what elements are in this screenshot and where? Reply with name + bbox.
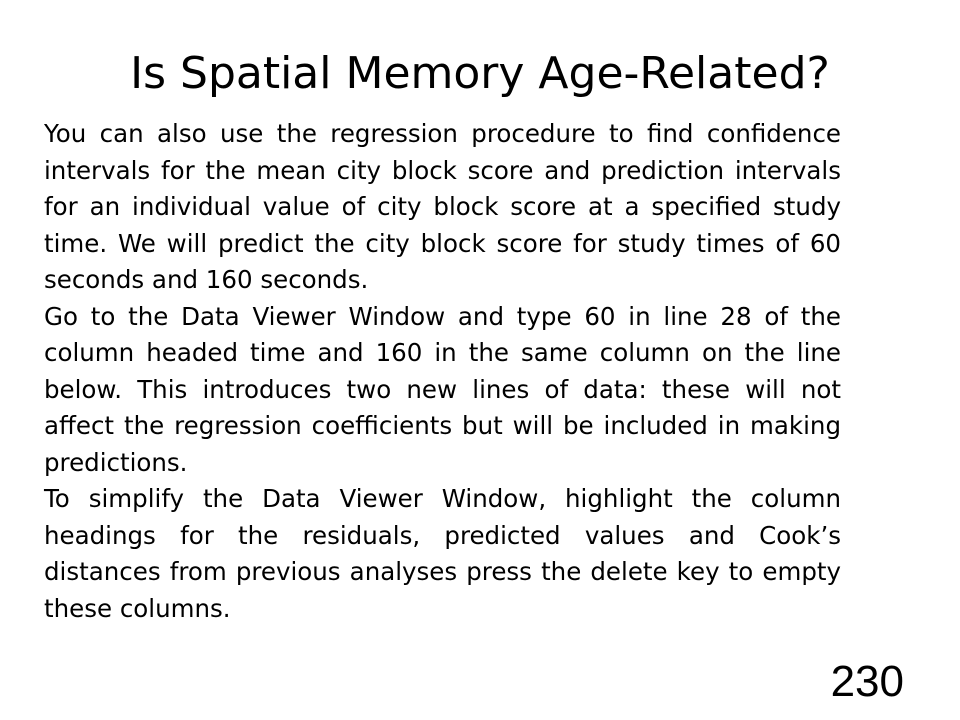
body-paragraph-1: You can also use the regression procedure to find confidence intervals for the mean city block score and prediction intervals for an individual value of city block score at a specified study time. We will predict the city block score for study times of 60 seconds and 160 seconds. (44, 119, 841, 294)
body-paragraph-3: To simplify the Data Viewer Window, highlight the column headings for the residuals, predicted values and Cook’s distances from previous analyses press the delete key to empty these columns. (44, 484, 841, 623)
body-paragraph-2: Go to the Data Viewer Window and type 60 in line 28 of the column headed time and 160 in the same column on the line below. This introduces two new lines of data: these will not affect the regression coefficients but will be included in making predictions. (44, 301, 841, 477)
page-number: 230 (830, 657, 904, 706)
slide-body (44, 116, 841, 627)
slide-title: Is Spatial Memory Age-Related? (130, 48, 830, 99)
